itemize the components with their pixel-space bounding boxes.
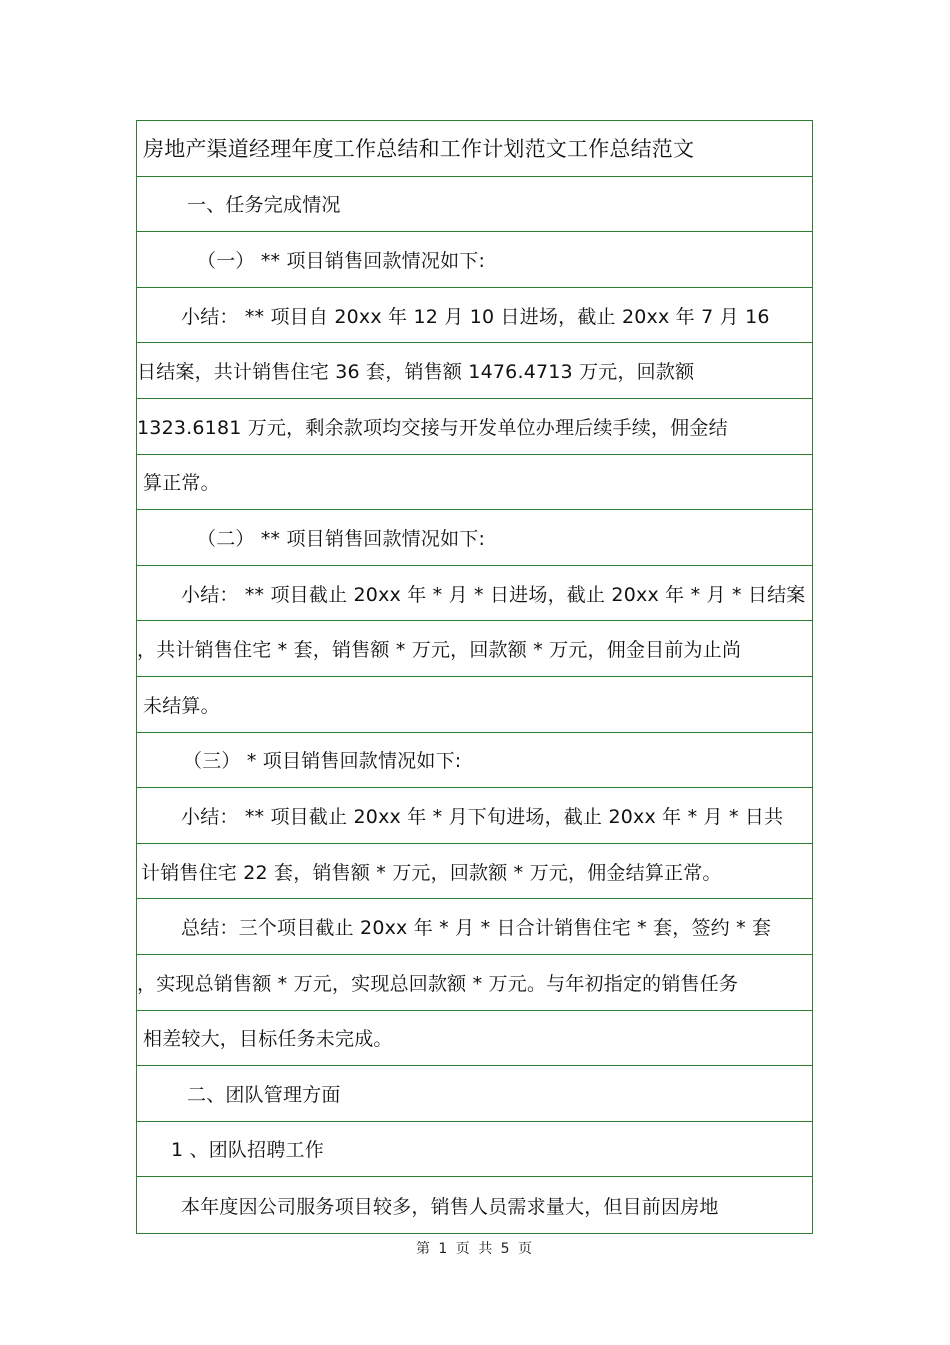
table-row: （一） ** 项目销售回款情况如下:	[137, 232, 812, 288]
table-row: 计销售住宅 22 套，销售额 * 万元，回款额 * 万元，佣金结算正常。	[137, 844, 812, 900]
page-footer: 第 1 页 共 5 页	[415, 1241, 535, 1257]
table-row: 房地产渠道经理年度工作总结和工作计划范文工作总结范文	[137, 121, 812, 177]
table-row: 相差较大，目标任务未完成。	[137, 1011, 812, 1067]
table-row: 本年度因公司服务项目较多，销售人员需求量大，但目前因房地	[181, 1195, 719, 1218]
table-row: 一、任务完成情况	[137, 177, 812, 233]
table-row: 总结：三个项目截止 20xx 年 * 月 * 日合计销售住宅 * 套，签约 * 套	[137, 899, 812, 955]
table-row: 小结： ** 项目自 20xx 年 12 月 10 日进场，截止 20xx 年 7 月 16	[137, 288, 812, 344]
table-row: 1 、团队招聘工作	[137, 1122, 812, 1178]
table-row: （二） ** 项目销售回款情况如下:	[137, 510, 812, 566]
table-row: 算正常。	[137, 455, 812, 511]
table-row: 日结案，共计销售住宅 36 套，销售额 1476.4713 万元，回款额	[137, 343, 812, 399]
table-row: 未结算。	[137, 677, 812, 733]
table-row: ，共计销售住宅 * 套，销售额 * 万元，回款额 * 万元，佣金目前为止尚	[137, 621, 812, 677]
document-table	[136, 120, 813, 1234]
table-row: 1323.6181 万元，剩余款项均交接与开发单位办理后续手续，佣金结	[137, 399, 812, 455]
table-row: ，实现总销售额 * 万元，实现总回款额 * 万元。与年初指定的销售任务	[137, 955, 812, 1011]
table-row: 小结： ** 项目截止 20xx 年 * 月下旬进场，截止 20xx 年 * 月 * 日共	[137, 788, 812, 844]
table-row: 二、团队管理方面	[137, 1066, 812, 1122]
table-row: （三） * 项目销售回款情况如下:	[137, 733, 812, 789]
table-row: 小结： ** 项目截止 20xx 年 * 月 * 日进场，截止 20xx 年 * 月 * 日结案	[137, 566, 812, 622]
